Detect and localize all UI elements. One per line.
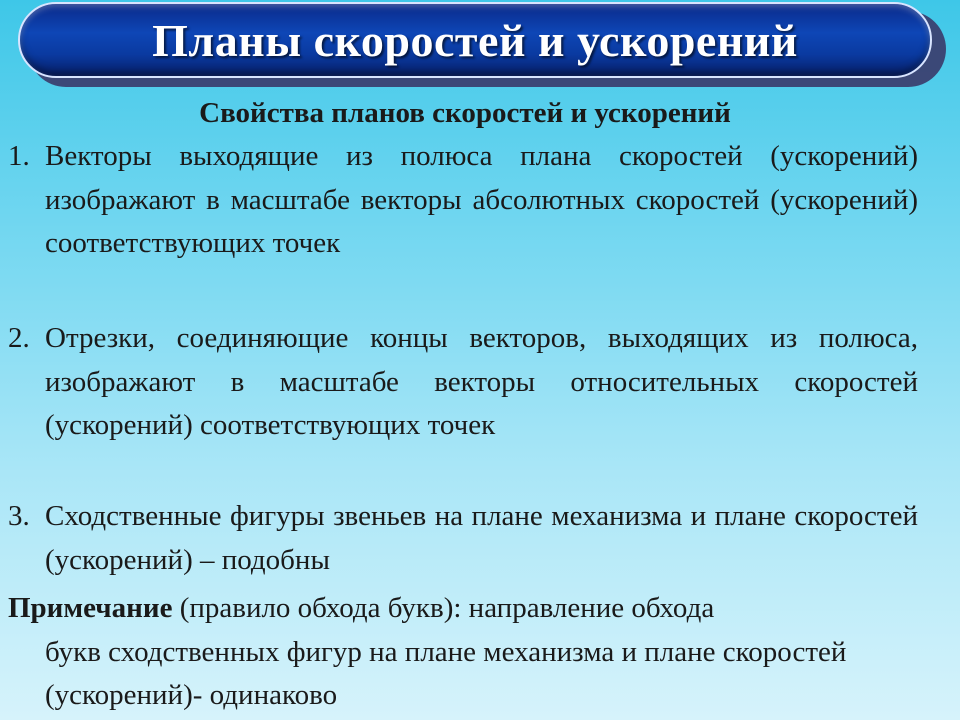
list-item-text: Отрезки, соединяющие концы векторов, выходящих из полюса, изображают в масштабе векторы относительных скоростей (ускорений) соответствующих точек bbox=[45, 322, 918, 441]
note-paragraph bbox=[8, 587, 918, 718]
note-first-text: (правило обхода букв): направление обхода bbox=[172, 592, 715, 624]
note-label: Примечание bbox=[8, 592, 173, 624]
slide-title: Планы скоростей и ускорений bbox=[152, 14, 798, 66]
note-text: букв сходственных фигур на плане механизма и плане скоростей (ускорений)- одинаково bbox=[45, 635, 847, 711]
title-banner bbox=[18, 2, 932, 78]
list-item-text: Сходственные фигуры звеньев на плане механизма и плане скоростей (ускорений) – подобны bbox=[45, 500, 918, 576]
list-item-number: 1. bbox=[8, 140, 30, 172]
note-first-line bbox=[8, 587, 918, 631]
list-item-text: Векторы выходящие из полюса плана скоростей (ускорений) изображают в масштабе векторы абсолютных скоростей (ускорений) соответствующих точек bbox=[45, 140, 918, 259]
slide-subtitle: Свойства планов скоростей и ускорений bbox=[199, 97, 731, 129]
list-item-number: 2. bbox=[8, 322, 30, 354]
list-item-number: 3. bbox=[8, 500, 30, 532]
